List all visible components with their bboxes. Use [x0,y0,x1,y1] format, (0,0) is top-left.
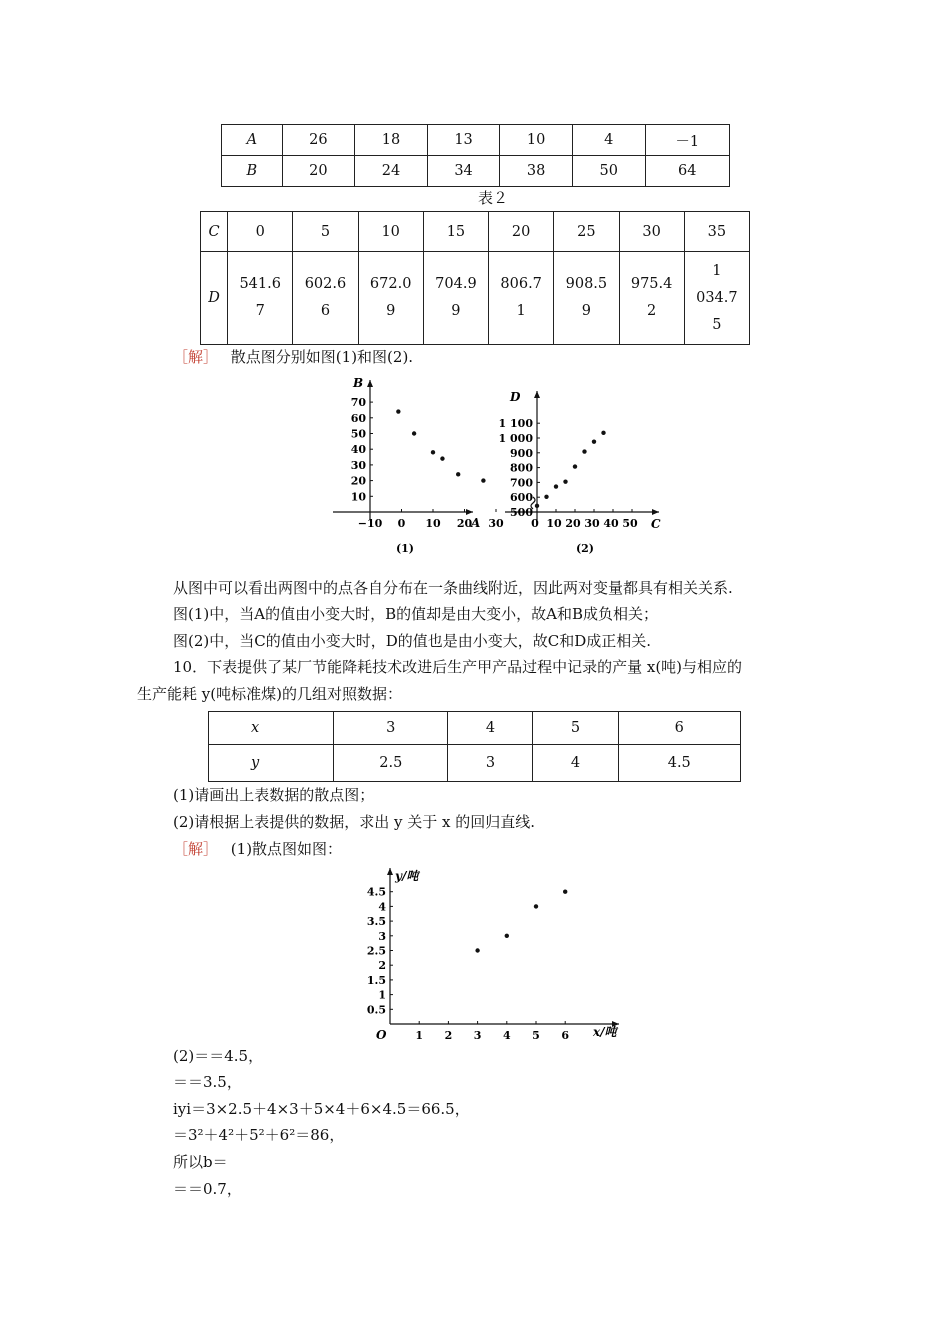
y-axis-arrow [367,380,373,387]
y-tick-label: 1.5 [366,973,386,987]
table-cell: 26 [282,125,355,156]
table-cell: 38 [500,156,573,187]
table-cell: 5 [533,712,618,745]
x-axis-arrow [652,509,659,515]
table-cell: 34 [427,156,500,187]
data-point [592,439,596,443]
y-tick-label: 500 [510,506,533,519]
chart-title: (2) [575,542,595,555]
solution-tag: ［解］ [173,348,219,366]
data-point [554,484,558,488]
x-tick-label: 0 [531,517,539,530]
data-point [573,464,577,468]
y-tick-label: 2.5 [366,944,386,958]
data-point [412,431,416,435]
y-axis-label: D [510,390,521,404]
y-tick-label: 1 100 [498,417,533,431]
y-tick-label: 10 [350,490,366,504]
table-cell: 3 [334,712,448,745]
y-tick-label: 0.5 [366,1003,386,1017]
table-cell: A [222,125,283,156]
table-cell: 541.6 7 [228,252,293,345]
y-tick-label: 40 [350,443,366,457]
table-cell: 10 [500,125,573,156]
x-tick-label: 30 [488,517,504,530]
table-cell: 30 [619,212,684,252]
table-cell: 4.5 [618,745,741,782]
data-point [563,890,567,894]
problem-10-line-1: 10．下表提供了某厂节能降耗技术改进后生产甲产品过程中记录的产量 x(吨)与相应的 [173,658,743,676]
x-axis-arrow [466,509,473,515]
x-tick-label: 50 [622,517,638,530]
table-cell: 5 [293,212,358,252]
x-tick-label: 20 [565,517,581,530]
table-cell: y [209,745,334,782]
y-tick-label: 4 [378,900,386,914]
y-axis-arrow [534,391,540,398]
data-point [544,495,548,499]
question-2: (2)请根据上表提供的数据，求出 y 关于 x 的回归直线. [173,813,536,831]
solution-text: (1)散点图如图： [230,840,343,858]
y-tick-label: 70 [350,396,366,410]
calc-line: 所以b＝ [173,1153,228,1171]
paragraph: 图(1)中，当A的值由小变大时，B的值却是由大变小，故A和B成负相关； [173,605,658,623]
x-tick-label: 40 [603,517,619,530]
data-point [475,948,479,952]
x-tick-label: 20 [456,517,473,530]
calc-line: iyi＝3×2.5＋4×3＋5×4＋6×4.5＝66.5， [173,1100,470,1118]
x-tick-label: 4 [502,1029,511,1042]
data-point [535,504,539,508]
table-cell: 3 [448,745,533,782]
origin-label: O [376,1028,387,1042]
y-tick-label: 600 [510,491,533,505]
solution-2 [173,838,342,859]
y-tick-label: 800 [510,461,533,475]
table-cell: 10 [358,212,423,252]
calc-line: (2)＝＝4.5， [173,1047,264,1065]
table-cell: 24 [355,156,428,187]
y-tick-label: 700 [510,476,533,490]
y-tick-label: 50 [350,427,366,441]
table-cell: 1 034.7 5 [684,252,749,345]
question-1: (1)请画出上表数据的散点图； [173,786,375,804]
y-tick-label: 1 000 [498,432,533,445]
chart-title: (1) [395,542,415,555]
table-cell: 4 [572,125,645,156]
problem-10-line-2: 生产能耗 y(吨标准煤)的几组对照数据： [137,685,402,703]
calc-line: ＝＝0.7， [173,1180,242,1198]
data-point [456,472,460,476]
y-axis-label: y/吨 [395,869,419,883]
data-point [582,449,586,453]
x-tick-label: 2 [444,1029,453,1042]
x-tick-label: −10 [357,517,383,530]
table-cell: 704.9 9 [423,252,488,345]
table-cell: 13 [427,125,500,156]
table-cell: 4 [448,712,533,745]
table-cell: 975.4 2 [619,252,684,345]
x-tick-label: 3 [473,1029,482,1042]
y-axis-label: B [353,376,364,390]
solution-text: 散点图分别如图(1)和图(2). [230,348,414,366]
paragraph: 图(2)中，当C的值由小变大时，D的值也是由小变大，故C和D成正相关. [173,632,652,650]
x-tick-label: 10 [546,517,562,530]
y-tick-label: 2 [378,959,386,973]
table-cell: 672.0 9 [358,252,423,345]
table-3 [208,711,741,782]
x-axis-label: A [471,516,481,530]
y-tick-label: 3.5 [366,915,386,929]
table-cell: 602.6 6 [293,252,358,345]
table-cell: 4 [533,745,618,782]
table-1 [221,124,730,187]
y-tick-label: 900 [510,446,533,460]
x-tick-label: 10 [425,517,441,530]
y-tick-label: 20 [350,474,366,488]
table-2-caption: 表２ [478,189,509,207]
data-point [601,431,605,435]
x-axis-label: x/吨 [593,1025,617,1039]
y-tick-label: 1 [378,988,386,1002]
table-cell: 20 [489,212,554,252]
data-point [440,456,444,460]
table-cell: 64 [645,156,730,187]
table-cell: 50 [572,156,645,187]
data-point [431,450,435,454]
x-tick-label: 1 [415,1029,424,1042]
calc-line: ＝＝3.5， [173,1073,242,1091]
x-tick-label: 0 [397,517,406,530]
x-tick-label: 5 [532,1029,540,1042]
table-cell: 908.5 9 [554,252,619,345]
y-tick-label: 60 [350,411,366,425]
y-tick-label: 4.5 [366,885,386,899]
table-cell: 25 [554,212,619,252]
x-axis-label: C [651,517,661,531]
x-tick-label: 30 [584,517,600,530]
calc-line: ＝3²＋4²＋5²＋6²＝86， [173,1126,345,1144]
y-axis-arrow [387,868,393,875]
scatter-chart-2 [497,385,677,560]
data-point [534,904,538,908]
solution-tag: ［解］ [173,840,219,858]
data-point [481,478,485,482]
data-point [505,934,509,938]
table-cell: 18 [355,125,428,156]
table-cell: x [209,712,334,745]
table-cell: 2.5 [334,745,448,782]
table-cell: 6 [618,712,741,745]
table-cell: B [222,156,283,187]
table-cell: －1 [645,125,730,156]
table-cell: 20 [282,156,355,187]
scatter-chart-1 [315,372,504,562]
scatter-chart-3 [355,862,635,1042]
data-point [563,479,567,483]
x-tick-label: 6 [561,1029,570,1042]
data-point [396,409,400,413]
table-cell: 0 [228,212,293,252]
paragraph: 从图中可以看出两图中的点各自分布在一条曲线附近，因此两对变量都具有相关关系. [173,579,733,597]
table-cell: D [201,252,228,345]
y-tick-label: 3 [378,929,386,943]
table-2 [200,211,750,345]
table-cell: 35 [684,212,749,252]
y-tick-label: 30 [350,458,366,472]
table-cell: 15 [423,212,488,252]
table-cell: C [201,212,228,252]
table-cell: 806.7 1 [489,252,554,345]
solution-1 [173,346,413,367]
